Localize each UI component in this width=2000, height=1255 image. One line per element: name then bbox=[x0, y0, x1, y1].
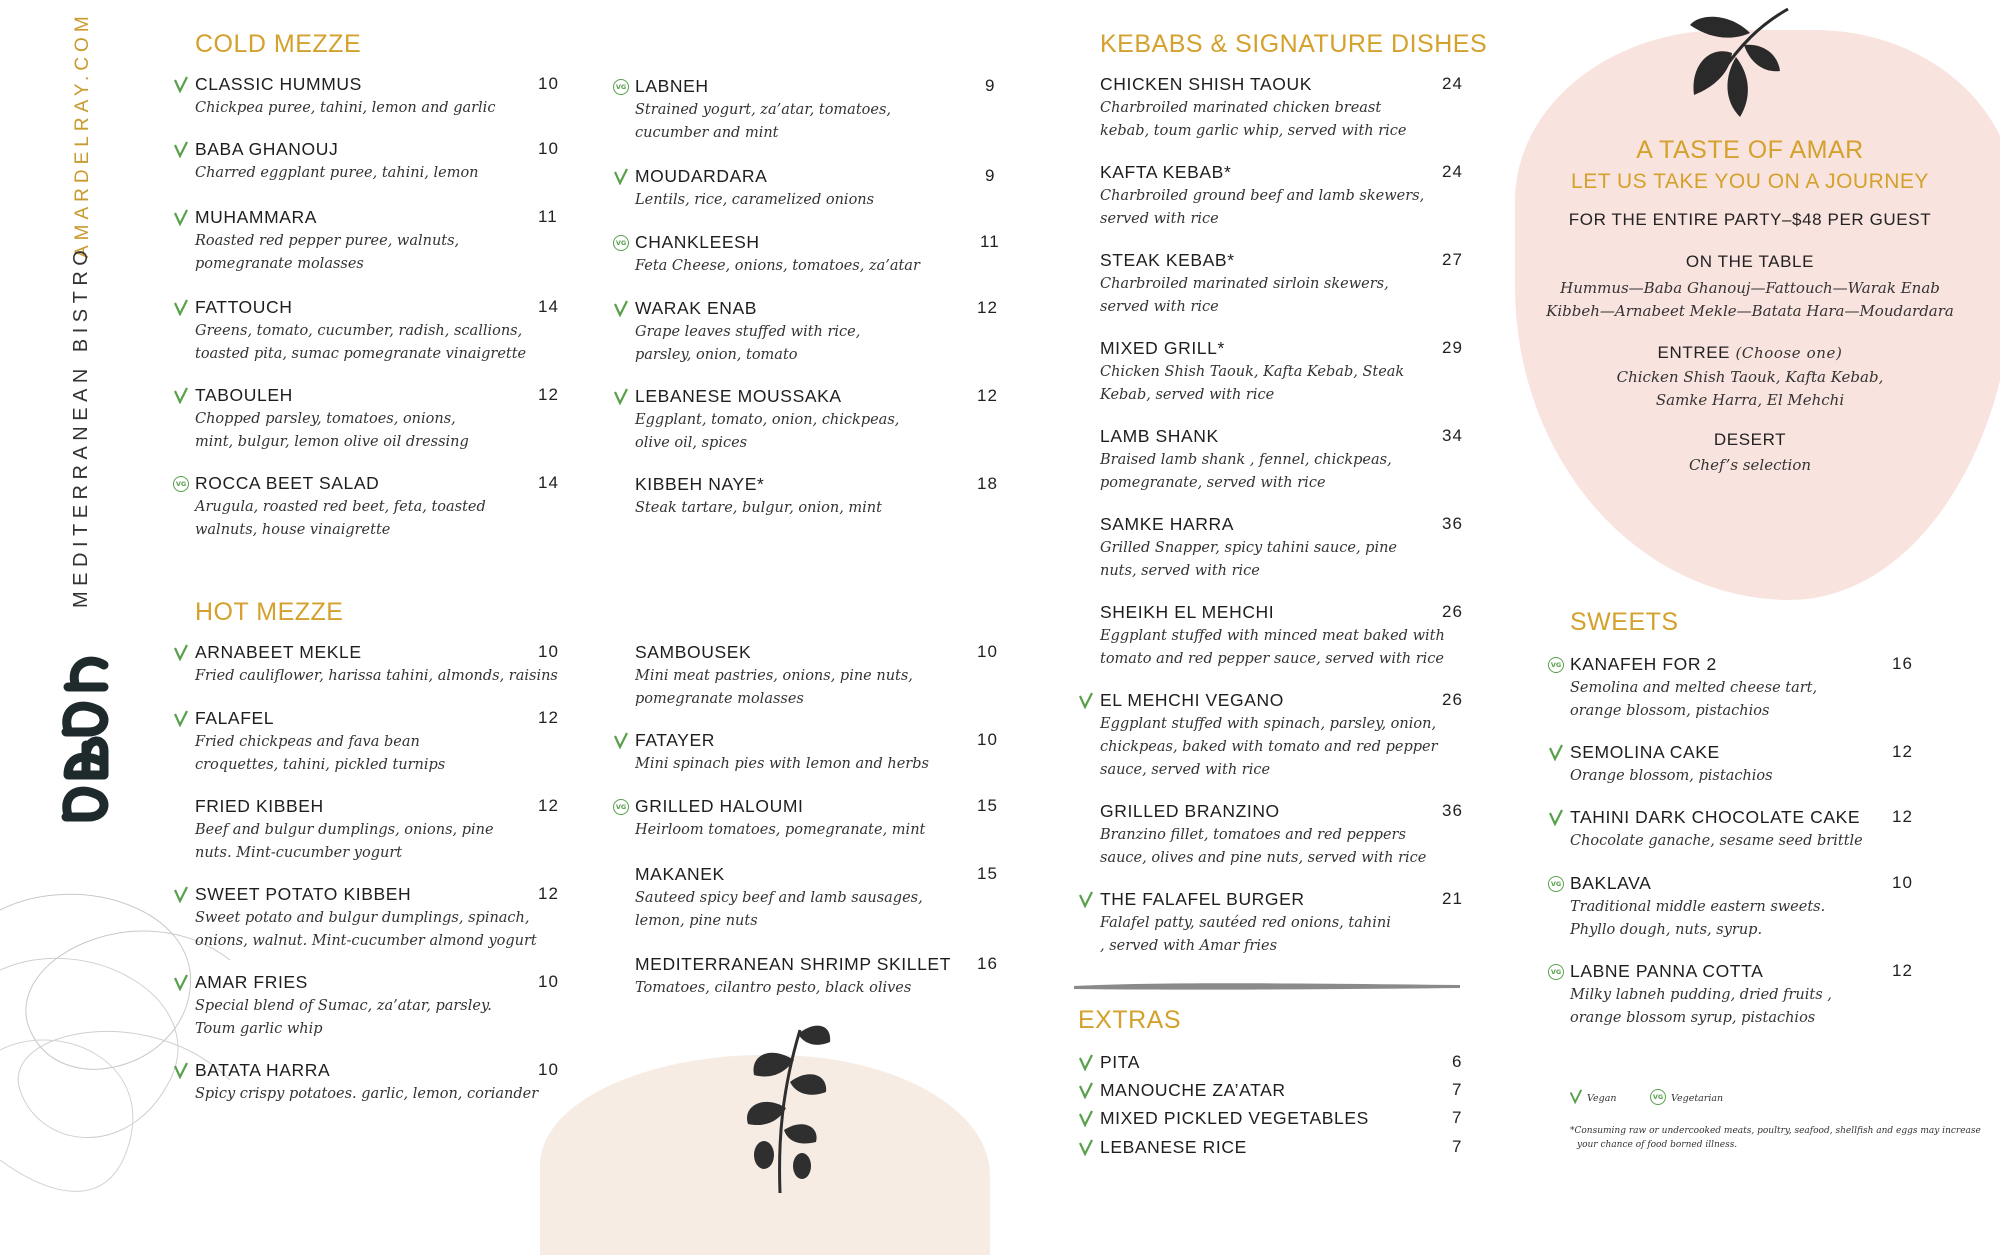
item-price: 10 bbox=[538, 972, 559, 991]
item-name: THE FALAFEL BURGER bbox=[1100, 889, 1305, 909]
item-name: CHICKEN SHISH TAOUK bbox=[1100, 74, 1313, 94]
vegan-icon bbox=[173, 75, 189, 93]
vegan-icon bbox=[173, 386, 189, 404]
item-description: Fried chickpeas and fava bean croquettes, tahini, pickled turnips bbox=[195, 734, 446, 773]
item-description: Feta Cheese, onions, tomatoes, za’atar bbox=[635, 258, 920, 274]
item-price: 7 bbox=[1452, 1108, 1463, 1127]
menu-item-grilled-haloumi bbox=[615, 796, 998, 842]
vegan-icon bbox=[613, 731, 629, 749]
item-description: Sweet potato and bulgur dumplings, spinach, onions, walnut. Mint-cucumber almond yogurt bbox=[195, 910, 537, 949]
item-description: Fried cauliflower, harissa tahini, almonds, raisins bbox=[195, 668, 558, 684]
vegetarian-icon: VG bbox=[613, 235, 629, 251]
item-price: 10 bbox=[977, 642, 998, 661]
desert-text: Chef’s selection bbox=[1688, 456, 1812, 474]
item-name: SAMKE HARRA bbox=[1100, 514, 1234, 534]
vegan-icon bbox=[173, 643, 189, 661]
vegetarian-icon: VG bbox=[1548, 964, 1564, 980]
item-name: SEMOLINA CAKE bbox=[1570, 742, 1720, 762]
item-name: LEBANESE RICE bbox=[1100, 1137, 1247, 1157]
on-table-line-1: Hummus—Baba Ghanouj—Fattouch—Warak Enab bbox=[1560, 279, 1940, 297]
item-name: MEDITERRANEAN SHRIMP SKILLET bbox=[635, 954, 951, 974]
item-price: 12 bbox=[538, 385, 559, 404]
item-description: Eggplant stuffed with spinach, parsley, onion, chickpeas, baked with tomato and red pepper sauce, served with rice bbox=[1100, 716, 1438, 778]
item-price: 24 bbox=[1442, 74, 1463, 93]
item-description: Eggplant stuffed with minced meat baked with tomato and red pepper sauce, served with rice bbox=[1100, 628, 1445, 667]
item-description: Charred eggplant puree, tahini, lemon bbox=[195, 165, 479, 181]
item-price: 26 bbox=[1442, 602, 1463, 621]
item-name: SWEET POTATO KIBBEH bbox=[195, 884, 412, 904]
menu-item-fried-kibbeh bbox=[195, 796, 559, 865]
item-name: MOUDARDARA bbox=[635, 166, 768, 186]
entree-note: (Choose one) bbox=[1735, 344, 1843, 362]
menu-item-tabouleh bbox=[195, 385, 559, 454]
vegan-icon bbox=[173, 1061, 189, 1079]
item-name: BATATA HARRA bbox=[195, 1060, 331, 1080]
menu-item-muhammara bbox=[195, 207, 558, 276]
hot-mezze-title: HOT MEZZE bbox=[195, 598, 344, 626]
menu-item-batata-harra bbox=[195, 1060, 559, 1106]
item-price: 36 bbox=[1442, 801, 1463, 820]
entree-line-2: Samke Harra, El Mehchi bbox=[1655, 391, 1845, 409]
item-price: 11 bbox=[980, 232, 1000, 251]
item-name: CHANKLEESH bbox=[635, 232, 760, 252]
item-price: 9 bbox=[985, 166, 996, 185]
vegan-icon bbox=[1078, 890, 1094, 908]
legend-vegan-label: Vegan bbox=[1587, 1093, 1617, 1104]
item-description: Charbroiled marinated chicken breast kebab, toum garlic whip, served with rice bbox=[1100, 100, 1407, 139]
item-price: 14 bbox=[538, 473, 559, 492]
item-price: 12 bbox=[1892, 961, 1913, 980]
item-name: GRILLED HALOUMI bbox=[635, 796, 804, 816]
item-price: 27 bbox=[1442, 250, 1463, 269]
item-price: 12 bbox=[977, 386, 998, 405]
item-name: GRILLED BRANZINO bbox=[1100, 801, 1280, 821]
item-name: KIBBEH NAYE* bbox=[635, 474, 765, 494]
item-name: FRIED KIBBEH bbox=[195, 796, 324, 816]
menu-item-labneh bbox=[615, 76, 996, 145]
item-description: Chopped parsley, tomatoes, onions, mint, bulgur, lemon olive oil dressing bbox=[195, 411, 469, 450]
menu-item-sambousek bbox=[635, 642, 998, 711]
menu-item-falafel-burger bbox=[1100, 889, 1470, 958]
menu-item-rocca-beet-salad bbox=[175, 473, 559, 542]
vegan-icon bbox=[1078, 1109, 1094, 1127]
extras-title: EXTRAS bbox=[1078, 1006, 1182, 1034]
sweets-title: SWEETS bbox=[1570, 608, 1679, 636]
item-description: Greens, tomato, cucumber, radish, scallions, toasted pita, sumac pomegranate vinaigrette bbox=[195, 323, 527, 362]
taste-subtitle: LET US TAKE YOU ON A JOURNEY bbox=[1571, 170, 1929, 193]
menu-item-tahini-dark-chocolate-cake bbox=[1570, 807, 1920, 853]
item-price: 12 bbox=[1892, 742, 1913, 761]
menu-item-chicken-shish-taouk bbox=[1100, 74, 1470, 143]
item-price: 16 bbox=[977, 954, 998, 973]
item-price: 10 bbox=[538, 1060, 559, 1079]
entree-line-1: Chicken Shish Taouk, Kafta Kebab, bbox=[1616, 368, 1884, 386]
item-description: Spicy crispy potatoes. garlic, lemon, coriander bbox=[195, 1086, 539, 1102]
item-description: Lentils, rice, caramelized onions bbox=[635, 192, 875, 208]
vegan-icon bbox=[613, 387, 629, 405]
item-name: MAKANEK bbox=[635, 864, 725, 884]
item-name: MUHAMMARA bbox=[195, 207, 318, 227]
entree-heading bbox=[1530, 342, 1970, 365]
vegan-icon bbox=[173, 140, 189, 158]
vegan-icon bbox=[1548, 743, 1564, 761]
vegan-icon bbox=[1078, 1053, 1094, 1071]
item-price: 24 bbox=[1442, 162, 1463, 181]
menu-item-fattouch bbox=[195, 297, 559, 366]
item-name: MIXED PICKLED VEGETABLES bbox=[1100, 1108, 1369, 1128]
olive-sprig-illustration bbox=[1680, 5, 1790, 120]
item-description: Falafel patty, sautéed red onions, tahini , served with Amar fries bbox=[1100, 915, 1391, 954]
item-price: 12 bbox=[1892, 807, 1913, 826]
desert-label: DESERT bbox=[1713, 430, 1787, 449]
item-description: Eggplant, tomato, onion, chickpeas, olive oil, spices bbox=[635, 412, 900, 451]
item-name: FATTOUCH bbox=[195, 297, 293, 317]
vegan-icon bbox=[1569, 1088, 1583, 1104]
item-name: SAMBOUSEK bbox=[635, 642, 752, 662]
item-price: 12 bbox=[538, 884, 559, 903]
item-name: TAHINI DARK CHOCOLATE CAKE bbox=[1570, 807, 1861, 827]
item-price: 12 bbox=[977, 298, 998, 317]
item-description: Semolina and melted cheese tart, orange blossom, pistachios bbox=[1570, 680, 1818, 719]
item-description: Roasted red pepper puree, walnuts, pomegranate molasses bbox=[195, 233, 460, 272]
item-name: FATAYER bbox=[635, 730, 716, 750]
vegan-icon bbox=[613, 167, 629, 185]
item-name: KANAFEH FOR 2 bbox=[1570, 654, 1717, 674]
item-price: 18 bbox=[977, 474, 998, 493]
vegan-icon bbox=[1078, 1138, 1094, 1156]
item-price: 14 bbox=[538, 297, 559, 316]
item-price: 34 bbox=[1442, 426, 1463, 445]
taste-title: A TASTE OF AMAR bbox=[1636, 136, 1864, 164]
item-price: 29 bbox=[1442, 338, 1463, 357]
vegan-icon bbox=[1078, 1081, 1094, 1099]
legend-vegetarian-label: Vegetarian bbox=[1671, 1093, 1724, 1104]
item-description: Orange blossom, pistachios bbox=[1570, 768, 1773, 784]
item-price: 10 bbox=[538, 642, 559, 661]
vegetarian-icon: VG bbox=[1548, 876, 1564, 892]
item-name: SHEIKH EL MEHCHI bbox=[1100, 602, 1275, 622]
menu-item-classic-hummus bbox=[195, 74, 559, 120]
menu-item-lebanese-moussaka bbox=[635, 386, 998, 455]
item-description: Mini meat pastries, onions, pine nuts, pomegranate molasses bbox=[635, 668, 913, 707]
vegetarian-icon: VG bbox=[1548, 657, 1564, 673]
menu-item-pita bbox=[1100, 1052, 1470, 1073]
footnote-line-2: your chance of food borned illness. bbox=[1577, 1140, 1738, 1150]
item-name: MIXED GRILL* bbox=[1100, 338, 1225, 358]
item-price: 10 bbox=[977, 730, 998, 749]
item-description: Chickpea puree, tahini, lemon and garlic bbox=[195, 100, 496, 116]
item-description: Beef and bulgur dumplings, onions, pine nuts. Mint-cucumber yogurt bbox=[195, 822, 494, 861]
menu-item-mediterranean-shrimp-skillet bbox=[635, 954, 998, 1000]
menu-item-mixed-pickled-vegetables bbox=[1100, 1108, 1470, 1129]
cold-mezze-title: COLD MEZZE bbox=[195, 30, 362, 58]
menu-item-arnabeet-mekle bbox=[195, 642, 559, 688]
item-price: 15 bbox=[977, 864, 998, 883]
on-table-label: ON THE TABLE bbox=[1685, 252, 1815, 271]
item-price: 7 bbox=[1452, 1137, 1463, 1156]
item-description: Grilled Snapper, spicy tahini sauce, pine nuts, served with rice bbox=[1100, 540, 1398, 579]
vegan-icon bbox=[1548, 808, 1564, 826]
item-name: PITA bbox=[1100, 1052, 1140, 1072]
menu-item-kafta-kebab bbox=[1100, 162, 1470, 231]
vegetarian-icon: VG bbox=[1650, 1089, 1666, 1105]
menu-item-sheikh-el-mehchi bbox=[1100, 602, 1470, 671]
item-name: LABNE PANNA COTTA bbox=[1570, 961, 1764, 981]
menu-item-sweet-potato-kibbeh bbox=[195, 884, 559, 953]
item-name: BABA GHANOUJ bbox=[195, 139, 339, 159]
item-description: Charbroiled marinated sirloin skewers, served with rice bbox=[1100, 276, 1389, 315]
vegetarian-icon: VG bbox=[613, 799, 629, 815]
item-description: Grape leaves stuffed with rice, parsley, onion, tomato bbox=[635, 324, 861, 363]
menu-item-mixed-grill bbox=[1100, 338, 1470, 407]
menu-item-baklava bbox=[1550, 873, 1920, 942]
vegan-icon bbox=[613, 299, 629, 317]
item-name: TABOULEH bbox=[195, 385, 293, 405]
item-description: Steak tartare, bulgur, onion, mint bbox=[635, 500, 882, 516]
menu-item-steak-kebab bbox=[1100, 250, 1470, 319]
item-price: 10 bbox=[1892, 873, 1913, 892]
item-name: CLASSIC HUMMUS bbox=[195, 74, 362, 94]
item-description: Traditional middle eastern sweets. Phyllo dough, nuts, syrup. bbox=[1570, 899, 1826, 938]
menu-item-makanek bbox=[635, 864, 998, 933]
item-price: 12 bbox=[538, 796, 559, 815]
menu-item-grilled-branzino bbox=[1100, 801, 1470, 870]
item-price: 10 bbox=[538, 139, 559, 158]
brush-divider bbox=[1072, 980, 1462, 992]
item-name: STEAK KEBAB* bbox=[1100, 250, 1235, 270]
item-price: 6 bbox=[1452, 1052, 1463, 1071]
menu-item-samke-harra bbox=[1100, 514, 1470, 583]
item-description: Branzino fillet, tomatoes and red peppers sauce, olives and pine nuts, served with rice bbox=[1100, 827, 1427, 866]
item-name: AMAR FRIES bbox=[195, 972, 308, 992]
item-price: 16 bbox=[1892, 654, 1913, 673]
item-description: Special blend of Sumac, za’atar, parsley. Toum garlic whip bbox=[195, 998, 492, 1037]
item-price: 7 bbox=[1452, 1080, 1463, 1099]
vegan-icon bbox=[173, 208, 189, 226]
item-price: 36 bbox=[1442, 514, 1463, 533]
menu-item-kanafeh bbox=[1550, 654, 1920, 723]
item-description: Strained yogurt, za’atar, tomatoes, cucumber and mint bbox=[635, 102, 892, 141]
item-price: 15 bbox=[977, 796, 998, 815]
brand-tagline: MEDITERRANEAN BISTRO bbox=[70, 244, 92, 608]
item-description: Mini spinach pies with lemon and herbs bbox=[635, 756, 929, 772]
item-price: 26 bbox=[1442, 690, 1463, 709]
item-description: Milky labneh pudding, dried fruits , orange blossom syrup, pistachios bbox=[1570, 987, 1832, 1026]
item-name: WARAK ENAB bbox=[635, 298, 758, 318]
kebabs-title: KEBABS & SIGNATURE DISHES bbox=[1100, 30, 1488, 58]
menu-item-amar-fries bbox=[195, 972, 559, 1041]
vegan-icon bbox=[173, 885, 189, 903]
item-name: ROCCA BEET SALAD bbox=[195, 473, 380, 493]
menu-item-labne-panna-cotta bbox=[1550, 961, 1920, 1030]
item-name: LAMB SHANK bbox=[1100, 426, 1219, 446]
item-name: MANOUCHE ZA’ATAR bbox=[1100, 1080, 1286, 1100]
item-description: Heirloom tomatoes, pomegranate, mint bbox=[635, 822, 926, 838]
menu-item-warak-enab bbox=[635, 298, 998, 367]
menu-item-moudardara bbox=[635, 166, 995, 212]
item-price: 12 bbox=[538, 708, 559, 727]
item-name: BAKLAVA bbox=[1570, 873, 1652, 893]
amar-logo bbox=[58, 625, 114, 825]
item-description: Charbroiled ground beef and lamb skewers, served with rice bbox=[1100, 188, 1425, 227]
item-name: LABNEH bbox=[635, 76, 709, 96]
vegetarian-icon: VG bbox=[613, 79, 629, 95]
menu-item-kibbeh-naye bbox=[635, 474, 998, 520]
vegan-icon bbox=[173, 973, 189, 991]
item-description: Chocolate ganache, sesame seed brittle bbox=[1570, 833, 1863, 849]
menu-item-chankleesh bbox=[615, 232, 1000, 278]
item-description: Chicken Shish Taouk, Kafta Kebab, Steak Kebab, served with rice bbox=[1100, 364, 1405, 403]
entree-label: ENTREE bbox=[1657, 343, 1731, 362]
menu-item-lamb-shank bbox=[1100, 426, 1470, 495]
item-name: EL MEHCHI VEGANO bbox=[1100, 690, 1284, 710]
vegetarian-icon: VG bbox=[173, 476, 189, 492]
menu-item-el-mehchi-vegano bbox=[1100, 690, 1470, 782]
vegan-icon bbox=[1078, 691, 1094, 709]
item-name: KAFTA KEBAB* bbox=[1100, 162, 1232, 182]
vegan-icon bbox=[173, 298, 189, 316]
item-name: FALAFEL bbox=[195, 708, 275, 728]
item-description: Tomatoes, cilantro pesto, black olives bbox=[635, 980, 912, 996]
on-table-line-2: Kibbeh—Arnabeet Mekle—Batata Hara—Moudardara bbox=[1546, 302, 1954, 320]
item-name: LEBANESE MOUSSAKA bbox=[635, 386, 842, 406]
vegan-icon bbox=[173, 709, 189, 727]
menu-item-semolina-cake bbox=[1570, 742, 1920, 788]
footnote-line-1: *Consuming raw or undercooked meats, poultry, seafood, shellfish and eggs may increase bbox=[1570, 1126, 1981, 1136]
item-price: 9 bbox=[985, 76, 996, 95]
olive-branch-illustration bbox=[720, 1020, 840, 1193]
taste-party-price: FOR THE ENTIRE PARTY–$48 PER GUEST bbox=[1568, 210, 1932, 229]
item-name: ARNABEET MEKLE bbox=[195, 642, 362, 662]
menu-item-lebanese-rice bbox=[1100, 1137, 1470, 1158]
menu-item-baba-ghanouj bbox=[195, 139, 559, 185]
item-price: 11 bbox=[538, 207, 558, 226]
item-description: Braised lamb shank , fennel, chickpeas, pomegranate, served with rice bbox=[1100, 452, 1392, 491]
menu-item-fatayer bbox=[635, 730, 998, 776]
item-price: 21 bbox=[1442, 889, 1463, 908]
item-description: Arugula, roasted red beet, feta, toasted walnuts, house vinaigrette bbox=[195, 499, 486, 538]
menu-item-manouche-zaatar bbox=[1100, 1080, 1470, 1101]
item-description: Sauteed spicy beef and lamb sausages, lemon, pine nuts bbox=[635, 890, 923, 929]
website-url[interactable]: AMARDELRAY.COM bbox=[72, 11, 93, 258]
menu-item-falafel bbox=[195, 708, 559, 777]
item-price: 10 bbox=[538, 74, 559, 93]
